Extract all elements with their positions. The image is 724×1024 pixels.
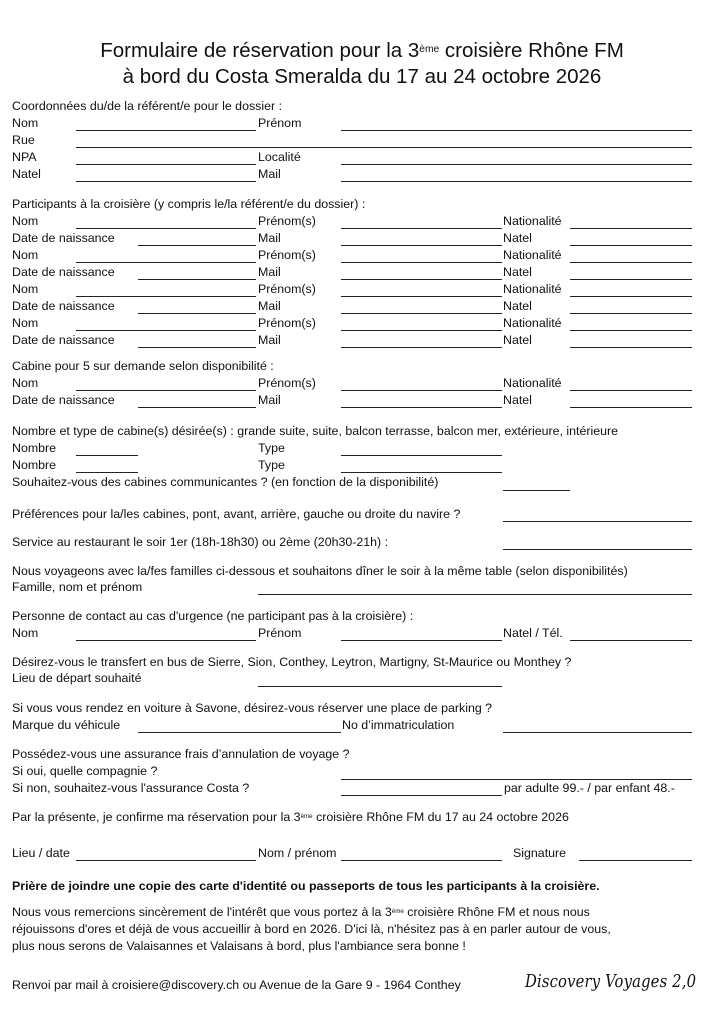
cabin-1-nombre-field[interactable] <box>76 455 138 456</box>
bus-question: Désirez-vous le transfert en bus de Sierre, Sion, Conthey, Leytron, Martigny, St-Maurice ou Monthey ? <box>12 655 572 669</box>
participant-1-nom-field[interactable] <box>76 228 256 229</box>
service-question: Service au restaurant le soir 1er (18h-18h30) ou 2ème (20h30-21h) : <box>12 535 389 549</box>
cabine5-nom-field[interactable] <box>76 390 256 391</box>
confirmation-text: Par la présente, je confirme ma réservation pour la 3ème croisière Rhône FM du 17 au 24 octobre 2026 <box>12 810 569 824</box>
label-nom: Nom <box>12 316 39 330</box>
label-signature: Signature <box>513 846 567 860</box>
label-nom: Nom <box>12 626 39 640</box>
insurance-price: par adulte 99.- / par enfant 48.- <box>504 781 675 795</box>
cabine5-naissance-field[interactable] <box>138 407 256 408</box>
participant-2-naissance-field[interactable] <box>138 279 256 280</box>
signature-field[interactable] <box>579 860 692 861</box>
label-nationalite: Nationalité <box>503 282 562 296</box>
thanks-line-1: Nous vous remercions sincèrement de l'intérêt que vous portez à la 3ème croisière Rhône FM et nous nous <box>12 905 590 919</box>
label-nom: Nom <box>12 248 39 262</box>
label-natel: Natel <box>503 231 532 245</box>
participant-2-mail-field[interactable] <box>341 279 502 280</box>
label-type: Type <box>258 441 285 455</box>
label-natel: Natel <box>503 333 532 347</box>
participant-1-prenoms-field[interactable] <box>341 228 502 229</box>
bus-label: Lieu de départ souhaité <box>12 671 142 685</box>
service-field[interactable] <box>503 549 692 550</box>
lieu-date-field[interactable] <box>76 860 256 861</box>
participant-4-prenoms-field[interactable] <box>341 330 502 331</box>
label-prenoms: Prénom(s) <box>258 248 316 262</box>
label-rue: Rue <box>12 133 35 147</box>
participant-1-naissance-field[interactable] <box>138 245 256 246</box>
return-address: Renvoi par mail à croisiere@discovery.ch ou Avenue de la Gare 9 - 1964 Conthey <box>12 978 461 992</box>
brand-logo: Discovery Voyages 2,0 <box>525 971 697 992</box>
referent-localite-field[interactable] <box>341 164 692 165</box>
label-naissance: Date de naissance <box>12 231 115 245</box>
thanks-line-2: réjouissons d'ores et déjà de vous accueillir à bord en 2026. D'ici là, n'hésitez pas à en parler autour de vous, <box>12 922 611 936</box>
label-natel: Natel <box>503 265 532 279</box>
participant-4-naissance-field[interactable] <box>138 347 256 348</box>
label-prenoms: Prénom(s) <box>258 282 316 296</box>
communicantes-question: Souhaitez-vous des cabines communicantes ? (en fonction de la disponibilité) <box>12 475 439 489</box>
label-naissance: Date de naissance <box>12 265 115 279</box>
cabine5-natel-field[interactable] <box>570 407 692 408</box>
nom-prenom-field[interactable] <box>341 860 502 861</box>
form-title-line1: Formulaire de réservation pour la 3ème croisière Rhône FM <box>100 39 624 62</box>
participant-3-prenoms-field[interactable] <box>341 296 502 297</box>
cabine5-nationalite-field[interactable] <box>570 390 692 391</box>
label-natel: Natel <box>503 393 532 407</box>
label-mail: Mail <box>258 333 281 347</box>
label-nationalite: Nationalité <box>503 376 562 390</box>
participant-3-natel-field[interactable] <box>570 313 692 314</box>
cabin-type-heading: Nombre et type de cabine(s) désirée(s) : grande suite, suite, balcon terrasse, balcon mer, extérieure, intérieure <box>12 424 619 438</box>
label-nom: Nom <box>12 116 39 130</box>
participants-heading: Participants à la croisière (y compris le/la référent/e du dossier) : <box>12 197 366 211</box>
label-nationalite: Nationalité <box>503 316 562 330</box>
label-mail: Mail <box>258 299 281 313</box>
label-marque: Marque du véhicule <box>12 718 121 732</box>
label-immatriculation: No d’immatriculation <box>342 718 455 732</box>
label-natel: Natel <box>503 299 532 313</box>
label-natel-tel: Natel / Tél. <box>503 626 563 640</box>
participant-2-prenoms-field[interactable] <box>341 262 502 263</box>
referent-heading: Coordonnées du/de la référent/e pour le dossier : <box>12 99 283 113</box>
participant-1-natel-field[interactable] <box>570 245 692 246</box>
participant-2-nationalite-field[interactable] <box>570 262 692 263</box>
participant-4-nationalite-field[interactable] <box>570 330 692 331</box>
participant-4-natel-field[interactable] <box>570 347 692 348</box>
cabine5-prenoms-field[interactable] <box>341 390 502 391</box>
referent-nom-field[interactable] <box>76 130 256 131</box>
preferences-field[interactable] <box>503 521 692 522</box>
label-nationalite: Nationalité <box>503 248 562 262</box>
participant-2-natel-field[interactable] <box>570 279 692 280</box>
cabin-2-type-field[interactable] <box>341 472 502 473</box>
label-npa: NPA <box>12 150 37 164</box>
families-label: Famille, nom et prénom <box>12 580 143 594</box>
cabine5-mail-field[interactable] <box>341 407 502 408</box>
insurance-si-oui: Si oui, quelle compagnie ? <box>12 764 158 778</box>
thanks-line-3: plus nous serons de Valaisannes et Valaisans à bord, plus l'ambiance sera bonne ! <box>12 939 466 953</box>
referent-npa-field[interactable] <box>76 164 256 165</box>
participant-3-nom-field[interactable] <box>76 296 256 297</box>
label-naissance: Date de naissance <box>12 333 115 347</box>
label-prenoms: Prénom(s) <box>258 316 316 330</box>
label-nombre: Nombre <box>12 441 57 455</box>
label-nombre: Nombre <box>12 458 57 472</box>
participant-3-mail-field[interactable] <box>341 313 502 314</box>
referent-rue-field[interactable] <box>76 147 692 148</box>
cabine5-heading: Cabine pour 5 sur demande selon disponibilité : <box>12 359 274 373</box>
vehicle-brand-field[interactable] <box>138 732 341 733</box>
participant-4-nom-field[interactable] <box>76 330 256 331</box>
form-title-line2: à bord du Costa Smeralda du 17 au 24 octobre 2026 <box>122 65 602 88</box>
cabin-2-nombre-field[interactable] <box>76 472 138 473</box>
families-text: Nous voyageons avec la/fes familles ci-dessous et souhaitons dîner le soir à la même table (selon disponibilités) <box>12 564 628 578</box>
label-nom-prenom: Nom / prénom <box>258 846 337 860</box>
label-mail: Mail <box>258 167 281 181</box>
emergency-heading: Personne de contact au cas d'urgence (ne participant pas à la croisière) : <box>12 609 414 623</box>
participant-1-nationalite-field[interactable] <box>570 228 692 229</box>
costa-insurance-field[interactable] <box>341 795 502 796</box>
participant-2-nom-field[interactable] <box>76 262 256 263</box>
label-lieu-date: Lieu / date <box>12 846 70 860</box>
insurance-si-non: Si non, souhaitez-vous l'assurance Costa ? <box>12 781 250 795</box>
label-nom: Nom <box>12 214 39 228</box>
emergency-prenom-field[interactable] <box>341 640 502 641</box>
documents-notice: Prière de joindre une copie des carte d'identité ou passeports de tous les participants à la croisière. <box>12 879 600 893</box>
label-nom: Nom <box>12 282 39 296</box>
label-prenom: Prénom <box>258 116 302 130</box>
vehicle-plate-field[interactable] <box>503 732 692 733</box>
participant-4-mail-field[interactable] <box>341 347 502 348</box>
label-nom: Nom <box>12 376 39 390</box>
label-naissance: Date de naissance <box>12 393 115 407</box>
referent-natel-field[interactable] <box>76 181 256 182</box>
participant-3-nationalite-field[interactable] <box>570 296 692 297</box>
label-naissance: Date de naissance <box>12 299 115 313</box>
families-field[interactable] <box>258 594 692 595</box>
cabin-1-type-field[interactable] <box>341 455 502 456</box>
referent-mail-field[interactable] <box>341 181 692 182</box>
parking-question: Si vous vous rendez en voiture à Savone, désirez-vous réserver une place de parking ? <box>12 701 493 715</box>
label-prenom: Prénom <box>258 626 302 640</box>
communicantes-field[interactable] <box>503 490 570 491</box>
participant-1-mail-field[interactable] <box>341 245 502 246</box>
label-mail: Mail <box>258 393 281 407</box>
referent-prenom-field[interactable] <box>341 130 692 131</box>
emergency-nom-field[interactable] <box>76 640 256 641</box>
label-nationalite: Nationalité <box>503 214 562 228</box>
label-prenoms: Prénom(s) <box>258 214 316 228</box>
label-mail: Mail <box>258 231 281 245</box>
label-mail: Mail <box>258 265 281 279</box>
preferences-question: Préférences pour la/les cabines, pont, avant, arrière, gauche ou droite du navire ? <box>12 507 461 521</box>
label-type: Type <box>258 458 285 472</box>
bus-departure-field[interactable] <box>258 686 502 687</box>
insurance-question: Possédez-vous une assurance frais d’annulation de voyage ? <box>12 747 350 761</box>
label-localite: Localité <box>258 150 301 164</box>
label-natel: Natel <box>12 167 41 181</box>
emergency-natel-field[interactable] <box>570 640 692 641</box>
participant-3-naissance-field[interactable] <box>138 313 256 314</box>
label-prenoms: Prénom(s) <box>258 376 316 390</box>
